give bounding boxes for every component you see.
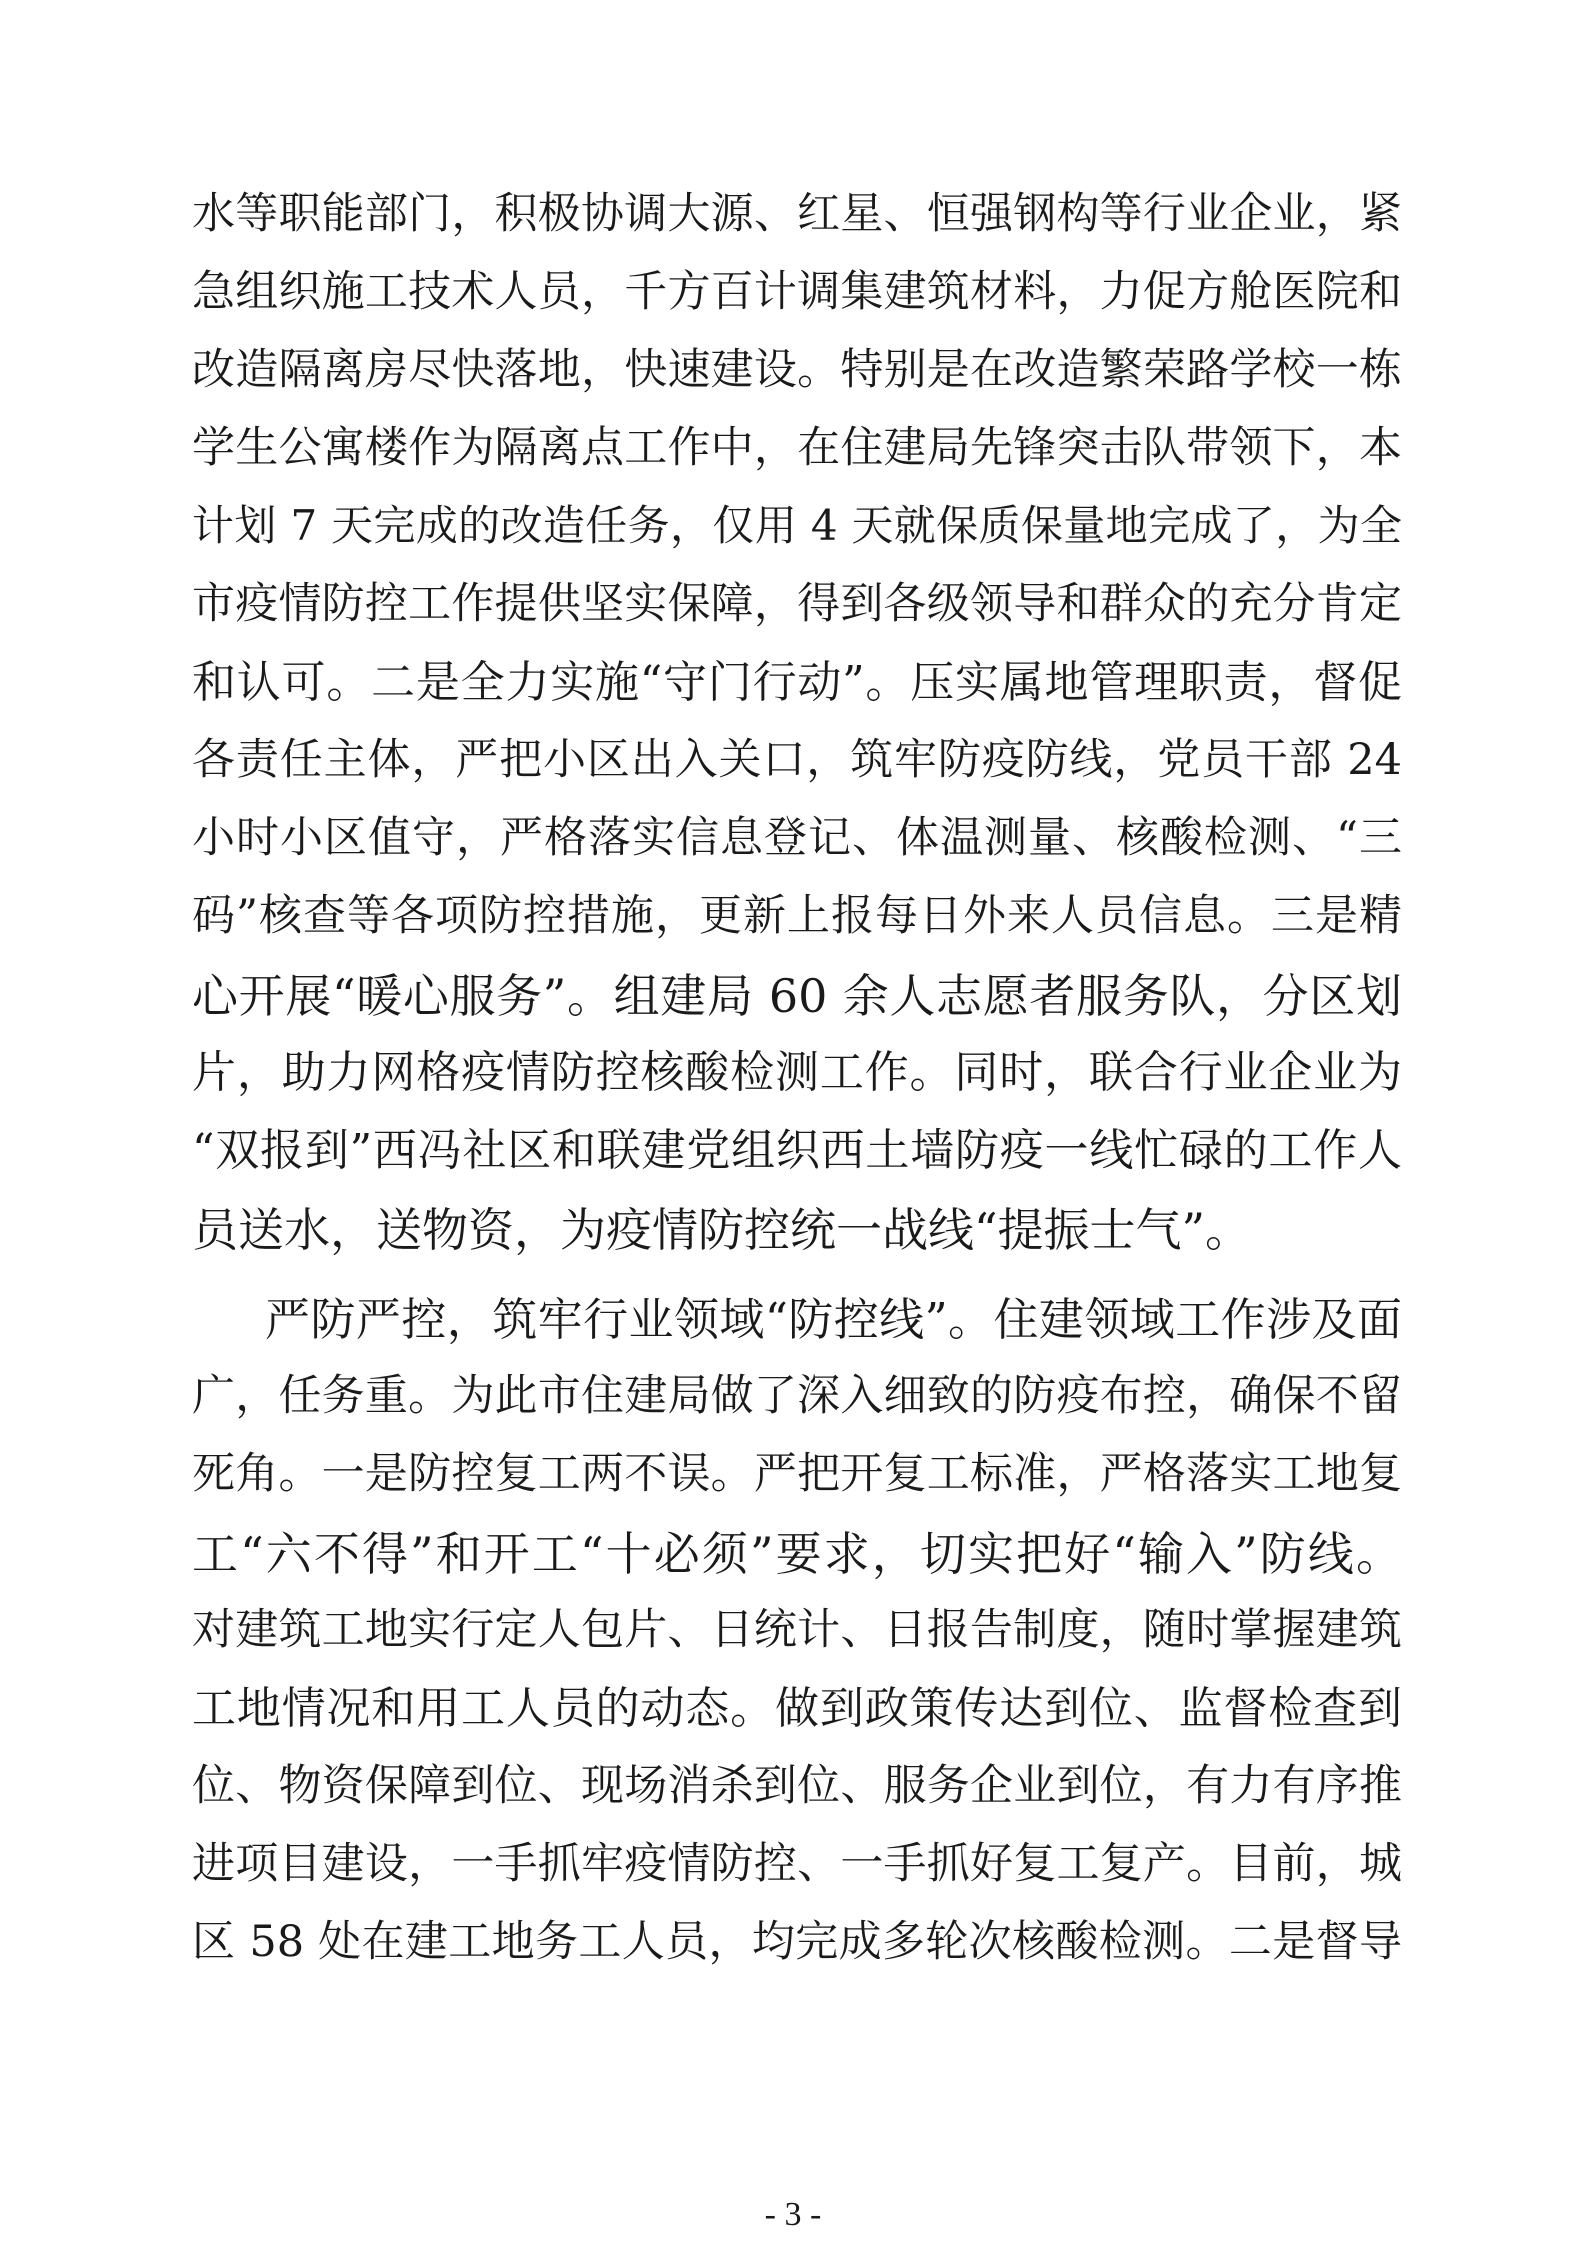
body-text-line: 码”核查等各项防控措施，更新上报每日外来人员信息。三是精	[192, 891, 1402, 941]
paragraph-heading-line: 严防严控，筑牢行业领域“防控线”。住建领域工作涉及面	[265, 1293, 1402, 1346]
body-text-line: 广，任务重。为此市住建局做了深入细致的防疫布控，确保不留	[192, 1371, 1402, 1421]
body-text-line: 片，助力网格疫情防控核酸检测工作。同时，联合行业企业为	[192, 1047, 1402, 1098]
body-text-line: 员送水，送物资，为疫情防控统一战线“提振士气”。	[192, 1203, 1252, 1257]
body-text-line: 位、物资保障到位、现场消杀到位、服务企业到位，有力有序推	[192, 1761, 1402, 1811]
body-text-line: 进项目建设，一手抓牢疫情防控、一手抓好复工复产。目前，城	[192, 1839, 1402, 1889]
body-text-line: 对建筑工地实行定人包片、日统计、日报告制度，随时掌握建筑	[192, 1605, 1402, 1655]
body-text-line: 工“六不得”和开工“十必须”要求，切实把好“输入”防线。	[192, 1527, 1402, 1581]
body-text-line: 水等职能部门，积极协调大源、红星、恒强钢构等行业企业，紧	[192, 189, 1402, 239]
body-text-line: 急组织施工技术人员，千方百计调集建筑材料，力促方舱医院和	[192, 267, 1402, 317]
body-text-line: 改造隔离房尽快落地，快速建设。特别是在改造繁荣路学校一栋	[192, 345, 1402, 395]
body-text-line: 工地情况和用工人员的动态。做到政策传达到位、监督检查到	[192, 1683, 1402, 1734]
body-text-line: 小时小区值守，严格落实信息登记、体温测量、核酸检测、“三	[192, 813, 1402, 863]
body-text-line: 和认可。二是全力实施“守门行动”。压实属地管理职责，督促	[192, 657, 1402, 708]
body-text-line: 心开展“暖心服务”。组建局 60 余人志愿者服务队，分区划	[192, 969, 1402, 1023]
body-text-line: 各责任主体，严把小区出入关口，筑牢防疫防线，党员干部 24	[192, 735, 1402, 785]
body-text-line: 计划 7 天完成的改造任务，仅用 4 天就保质保量地完成了，为全	[192, 501, 1402, 550]
page-number: - 3 -	[764, 2196, 822, 2233]
body-text-line: “双报到”西冯社区和联建党组织西土墙防疫一线忙碌的工作人	[192, 1125, 1402, 1176]
body-text-line: 市疫情防控工作提供坚实保障，得到各级领导和群众的充分肯定	[192, 579, 1402, 629]
body-text-line: 区 58 处在建工地务工人员，均完成多轮次核酸检测。二是督导	[192, 1917, 1402, 1967]
body-text-line: 死角。一是防控复工两不误。严把开复工标准，严格落实工地复	[192, 1449, 1402, 1499]
body-text-line: 学生公寓楼作为隔离点工作中，在住建局先锋突击队带领下，本	[192, 423, 1402, 473]
